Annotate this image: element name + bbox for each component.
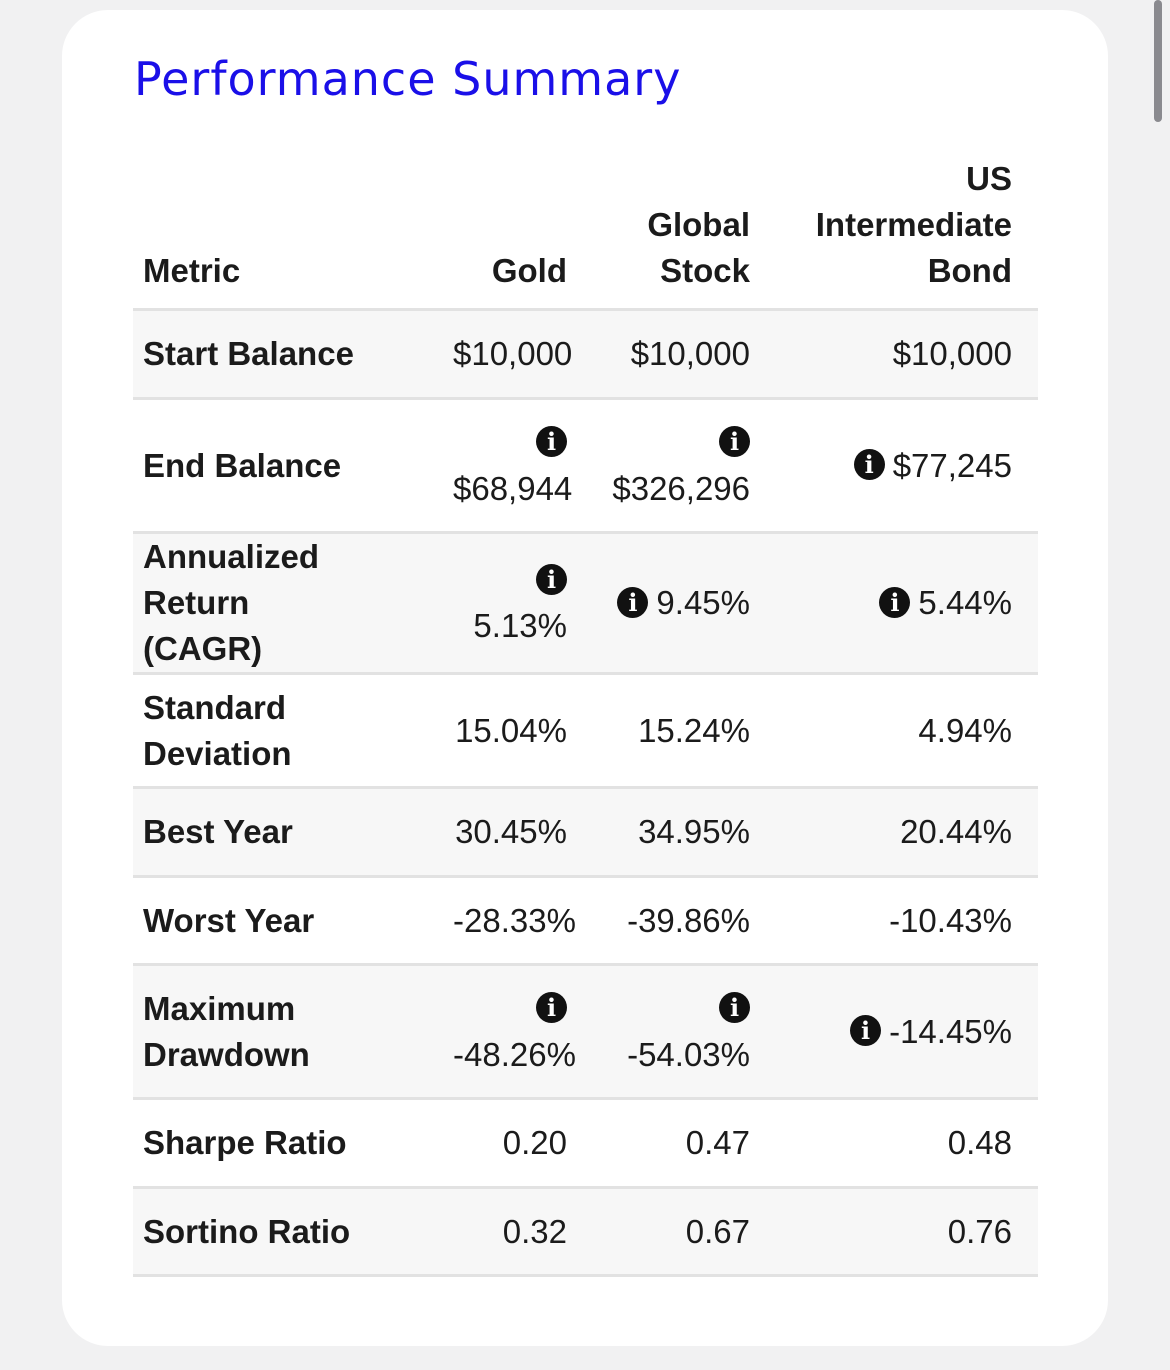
row-label-line: Standard [143,688,287,726]
cell-value: -14.45% [889,1012,1012,1050]
cell-us-bond: 20.44% [776,788,1038,877]
info-icon[interactable]: i [617,587,648,618]
performance-summary-card [62,10,1108,1346]
cell-value: 5.13% [473,607,567,644]
cell-gold: -28.33% [443,877,593,965]
performance-table [133,156,1038,1277]
table-row [133,877,1038,965]
cell-global-stock: 0.47 [593,1099,776,1188]
cell-gold [443,533,593,674]
row-label: Worst Year [133,877,443,965]
table-row [133,1099,1038,1188]
info-icon[interactable]: i [536,426,567,457]
cell-global-stock [593,965,776,1099]
cell-value: $77,245 [892,446,1012,484]
cell-value: $68,944 [453,469,573,507]
header-line: Stock [660,252,750,289]
row-label [133,674,443,788]
row-label-line: Annualized Return [143,538,320,621]
cell-value: $326,296 [612,469,750,507]
cell-us-bond [776,533,1038,674]
cell-gold: 15.04% [443,674,593,788]
row-label: Start Balance [133,310,443,399]
header-line: US [966,160,1012,197]
column-header-metric: Metric [133,156,443,310]
info-icon[interactable]: i [879,587,910,618]
table-row [133,399,1038,533]
header-line: Global [647,206,750,243]
row-label [133,965,443,1099]
table-row [133,965,1038,1099]
cell-gold: 0.32 [443,1188,593,1276]
cell-us-bond [776,965,1038,1099]
column-header-us-intermediate-bond [776,156,1038,310]
column-header-gold: Gold [443,156,593,310]
cell-us-bond: 0.76 [776,1188,1038,1276]
row-label: Sortino Ratio [133,1188,443,1276]
row-label-line: (CAGR) [143,630,263,667]
header-line: Bond [927,252,1012,289]
table-row [133,788,1038,877]
row-label-line: Maximum [143,989,296,1027]
cell-value: 5.44% [918,584,1012,621]
cell-us-bond: $10,000 [776,310,1038,399]
cell-global-stock: 34.95% [593,788,776,877]
cell-value: 9.45% [656,584,750,621]
row-label [133,533,443,674]
scrollbar[interactable] [1154,0,1162,122]
page-title: Performance Summary [134,52,682,106]
table-row [133,310,1038,399]
column-header-global-stock [593,156,776,310]
row-label-line: Drawdown [143,1035,310,1073]
table-row [133,533,1038,674]
row-label: Best Year [133,788,443,877]
info-icon[interactable]: i [719,992,750,1023]
cell-us-bond: 4.94% [776,674,1038,788]
info-icon[interactable]: i [854,449,885,480]
row-label: End Balance [133,399,443,533]
cell-global-stock: -39.86% [593,877,776,965]
cell-us-bond: -10.43% [776,877,1038,965]
cell-global-stock: 0.67 [593,1188,776,1276]
cell-global-stock: $10,000 [593,310,776,399]
cell-global-stock [593,533,776,674]
cell-gold: $10,000 [443,310,593,399]
row-label-line: Deviation [143,734,292,772]
cell-gold: 0.20 [443,1099,593,1188]
header-line: Intermediate [815,206,1012,243]
table-row [133,1188,1038,1276]
info-icon[interactable]: i [536,992,567,1023]
row-label: Sharpe Ratio [133,1099,443,1188]
cell-global-stock [593,399,776,533]
cell-gold: 30.45% [443,788,593,877]
cell-gold [443,399,593,533]
info-icon[interactable]: i [719,426,750,457]
table-row [133,674,1038,788]
cell-us-bond [776,399,1038,533]
info-icon[interactable]: i [850,1015,881,1046]
cell-global-stock: 15.24% [593,674,776,788]
cell-us-bond: 0.48 [776,1099,1038,1188]
cell-gold [443,965,593,1099]
cell-value: -48.26% [453,1035,576,1073]
info-icon[interactable]: i [536,564,567,595]
cell-value: -54.03% [627,1035,750,1073]
table-header-row [133,156,1038,310]
